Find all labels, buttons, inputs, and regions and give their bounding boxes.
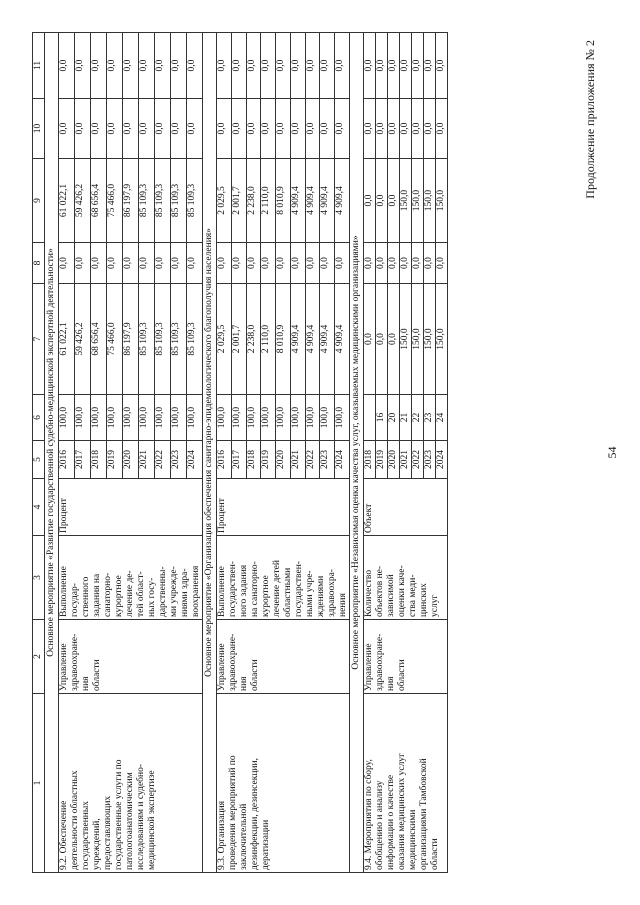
value-cell: 0,0	[231, 99, 246, 159]
column-number: 3	[33, 536, 45, 620]
year-cell: 2016	[59, 441, 75, 479]
year-cell: 2019	[261, 441, 276, 479]
value-cell: 100,0	[155, 395, 171, 441]
value-cell: 100,0	[91, 395, 107, 441]
value-cell: 100,0	[335, 395, 350, 441]
value-cell: 0,0	[335, 99, 350, 159]
column-number: 1	[33, 694, 45, 873]
value-cell: 59 426,2	[75, 284, 91, 395]
value-cell: 0,0	[290, 33, 305, 99]
column-number: 11	[33, 33, 45, 99]
value-cell: 100,0	[123, 395, 139, 441]
year-cell: 2021	[139, 441, 155, 479]
year-cell: 2019	[107, 441, 123, 479]
column-number: 7	[33, 284, 45, 395]
value-cell: 4 909,4	[320, 284, 335, 395]
indicator-cell: Количество объектов не- зависимой оценки каче- ства меди- цинских услуг	[364, 536, 448, 620]
value-cell: 4 909,4	[305, 159, 320, 243]
value-cell: 0,0	[171, 243, 187, 284]
section-title-row	[45, 33, 59, 873]
value-cell: 0,0	[139, 33, 155, 99]
value-cell: 0,0	[171, 33, 187, 99]
value-cell: 22	[412, 395, 424, 441]
value-cell: 0,0	[75, 33, 91, 99]
value-cell: 0,0	[320, 243, 335, 284]
indicator-cell: Выполнение государ- ственного задания на санаторно- курортное лечение де- тей област- ных госу- дарственны- ми учрежде- ниями здра- воохранения	[59, 536, 203, 620]
value-cell	[364, 395, 376, 441]
value-cell: 100,0	[217, 395, 232, 441]
value-cell: 2 238,0	[246, 159, 261, 243]
value-cell: 0,0	[436, 99, 448, 159]
value-cell: 100,0	[246, 395, 261, 441]
value-cell: 100,0	[171, 395, 187, 441]
value-cell: 0,0	[107, 243, 123, 284]
unit-cell: Процент	[59, 479, 203, 536]
section-title: Основное мероприятие «Независимая оценка качества услуг, оказываемых медицинскими организациями»	[350, 33, 364, 873]
value-cell: 0,0	[171, 99, 187, 159]
value-cell: 0,0	[123, 99, 139, 159]
value-cell: 0,0	[436, 243, 448, 284]
value-cell: 0,0	[424, 243, 436, 284]
value-cell: 0,0	[376, 99, 388, 159]
year-cell: 2017	[75, 441, 91, 479]
value-cell: 85 109,3	[171, 159, 187, 243]
column-number-row	[33, 33, 45, 873]
year-cell: 2020	[276, 441, 291, 479]
value-cell: 0,0	[107, 99, 123, 159]
value-cell: 0,0	[412, 33, 424, 99]
value-cell: 0,0	[91, 33, 107, 99]
value-cell: 75 466,0	[107, 159, 123, 243]
value-cell: 0,0	[139, 99, 155, 159]
value-cell: 0,0	[376, 159, 388, 243]
value-cell: 0,0	[364, 99, 376, 159]
section-title-row	[203, 33, 217, 873]
value-cell: 0,0	[388, 159, 400, 243]
year-cell: 2016	[217, 441, 232, 479]
value-cell: 150,0	[400, 284, 412, 395]
value-cell: 0,0	[246, 243, 261, 284]
value-cell: 0,0	[187, 99, 203, 159]
section-title: Основное мероприятие «Организация обеспечения санитарно-эпидемиологического благополучия населения»	[203, 33, 217, 873]
value-cell: 0,0	[261, 33, 276, 99]
value-cell: 2 110,0	[261, 284, 276, 395]
value-cell: 0,0	[59, 99, 75, 159]
year-cell: 2023	[320, 441, 335, 479]
value-cell: 0,0	[412, 243, 424, 284]
value-cell: 150,0	[436, 284, 448, 395]
value-cell: 0,0	[246, 33, 261, 99]
value-cell: 0,0	[75, 99, 91, 159]
value-cell: 100,0	[276, 395, 291, 441]
value-cell: 0,0	[388, 284, 400, 395]
value-cell: 0,0	[75, 243, 91, 284]
value-cell: 0,0	[155, 33, 171, 99]
value-cell: 85 109,3	[187, 159, 203, 243]
value-cell: 100,0	[261, 395, 276, 441]
value-cell: 85 109,3	[139, 284, 155, 395]
value-cell: 100,0	[107, 395, 123, 441]
unit-cell: Процент	[217, 479, 350, 536]
value-cell: 0,0	[376, 243, 388, 284]
value-cell: 100,0	[305, 395, 320, 441]
value-cell: 0,0	[123, 33, 139, 99]
value-cell: 85 109,3	[155, 159, 171, 243]
value-cell: 0,0	[107, 33, 123, 99]
value-cell: 0,0	[364, 33, 376, 99]
value-cell: 0,0	[376, 284, 388, 395]
value-cell: 0,0	[436, 33, 448, 99]
value-cell: 0,0	[400, 33, 412, 99]
value-cell: 0,0	[187, 33, 203, 99]
value-cell: 86 197,9	[123, 159, 139, 243]
value-cell: 68 656,4	[91, 159, 107, 243]
year-cell: 2024	[335, 441, 350, 479]
value-cell: 150,0	[424, 159, 436, 243]
unit-cell: Объект	[364, 479, 448, 536]
value-cell: 85 109,3	[171, 284, 187, 395]
value-cell: 0,0	[305, 243, 320, 284]
value-cell: 0,0	[91, 243, 107, 284]
value-cell: 0,0	[388, 33, 400, 99]
value-cell: 4 909,4	[335, 284, 350, 395]
value-cell: 150,0	[412, 159, 424, 243]
value-cell: 0,0	[424, 33, 436, 99]
value-cell: 8 010,9	[276, 159, 291, 243]
value-cell: 16	[376, 395, 388, 441]
value-cell: 85 109,3	[155, 284, 171, 395]
continuation-heading: Продолжение приложения № 2	[583, 40, 597, 199]
value-cell: 0,0	[376, 33, 388, 99]
value-cell: 0,0	[217, 99, 232, 159]
column-number: 2	[33, 620, 45, 694]
value-cell: 100,0	[290, 395, 305, 441]
value-cell: 150,0	[436, 159, 448, 243]
value-cell: 150,0	[412, 284, 424, 395]
value-cell: 85 109,3	[139, 159, 155, 243]
value-cell: 0,0	[335, 33, 350, 99]
value-cell: 0,0	[290, 99, 305, 159]
column-number: 8	[33, 243, 45, 284]
column-number: 9	[33, 159, 45, 243]
value-cell: 0,0	[335, 243, 350, 284]
table-row	[59, 33, 75, 873]
value-cell: 0,0	[217, 33, 232, 99]
value-cell: 0,0	[305, 33, 320, 99]
value-cell: 4 909,4	[305, 284, 320, 395]
value-cell: 100,0	[187, 395, 203, 441]
measure-cell: 9.3. Организация проведения мероприятий по заключительной дезинфекции, дезинсекции, дератизации	[217, 694, 350, 873]
year-cell: 2018	[246, 441, 261, 479]
value-cell: 0,0	[59, 33, 75, 99]
value-cell: 61 022,1	[59, 284, 75, 395]
value-cell: 0,0	[231, 243, 246, 284]
value-cell: 100,0	[59, 395, 75, 441]
year-cell: 2020	[123, 441, 139, 479]
value-cell: 2 110,0	[261, 159, 276, 243]
executor-cell: Управление здравоохране- ния области	[364, 620, 448, 694]
year-cell: 2021	[400, 441, 412, 479]
value-cell: 86 197,9	[123, 284, 139, 395]
value-cell: 150,0	[400, 159, 412, 243]
value-cell: 0,0	[290, 243, 305, 284]
section-title-row	[350, 33, 364, 873]
value-cell: 0,0	[320, 33, 335, 99]
value-cell: 0,0	[91, 99, 107, 159]
year-cell: 2024	[436, 441, 448, 479]
year-cell: 2021	[290, 441, 305, 479]
value-cell: 0,0	[424, 99, 436, 159]
table-row	[364, 33, 376, 873]
value-cell: 100,0	[231, 395, 246, 441]
year-cell: 2022	[305, 441, 320, 479]
year-cell: 2023	[424, 441, 436, 479]
value-cell: 0,0	[261, 99, 276, 159]
value-cell: 0,0	[155, 99, 171, 159]
year-cell: 2023	[171, 441, 187, 479]
value-cell: 4 909,4	[290, 159, 305, 243]
value-cell: 0,0	[246, 99, 261, 159]
measure-cell: 9.4. Мероприятия по сбору, обобщению и анализу информации о качестве оказания медицинских услуг медицинскими организациями Тамбовской области	[364, 694, 448, 873]
value-cell: 0,0	[139, 243, 155, 284]
value-cell: 2 029,5	[217, 159, 232, 243]
page-number: 54	[605, 446, 619, 459]
value-cell: 2 001,7	[231, 159, 246, 243]
value-cell: 0,0	[364, 243, 376, 284]
year-cell: 2024	[187, 441, 203, 479]
value-cell: 0,0	[412, 99, 424, 159]
value-cell: 0,0	[276, 99, 291, 159]
value-cell: 0,0	[276, 243, 291, 284]
value-cell: 0,0	[388, 99, 400, 159]
value-cell: 0,0	[320, 99, 335, 159]
column-number: 5	[33, 441, 45, 479]
program-table	[32, 32, 448, 873]
value-cell: 23	[424, 395, 436, 441]
value-cell: 0,0	[123, 243, 139, 284]
value-cell: 0,0	[261, 243, 276, 284]
value-cell: 0,0	[305, 99, 320, 159]
year-cell: 2017	[231, 441, 246, 479]
value-cell: 0,0	[187, 243, 203, 284]
value-cell: 100,0	[139, 395, 155, 441]
column-number: 6	[33, 395, 45, 441]
value-cell: 24	[436, 395, 448, 441]
year-cell: 2022	[155, 441, 171, 479]
year-cell: 2022	[412, 441, 424, 479]
value-cell: 59 426,2	[75, 159, 91, 243]
value-cell: 0,0	[388, 243, 400, 284]
value-cell: 0,0	[155, 243, 171, 284]
value-cell: 8 010,9	[276, 284, 291, 395]
table-row	[217, 33, 232, 873]
indicator-cell: Выполнение государствен- ного задания на санаторно- курортное лечение детей областными государствен- ными учре- ждениями здравоохра- нения	[217, 536, 350, 620]
value-cell: 150,0	[424, 284, 436, 395]
value-cell: 4 909,4	[335, 159, 350, 243]
executor-cell: Управление здравоохране- ния области	[59, 620, 203, 694]
value-cell: 85 109,3	[187, 284, 203, 395]
value-cell: 2 238,0	[246, 284, 261, 395]
executor-cell: Управление здравоохране- ния области	[217, 620, 350, 694]
year-cell: 2019	[376, 441, 388, 479]
year-cell: 2020	[388, 441, 400, 479]
value-cell: 0,0	[400, 99, 412, 159]
value-cell: 100,0	[75, 395, 91, 441]
value-cell: 0,0	[276, 33, 291, 99]
value-cell: 0,0	[364, 284, 376, 395]
column-number: 10	[33, 99, 45, 159]
section-title: Основное мероприятие «Развитие государственной судебно-медицинской экспертной деятельности»	[45, 33, 59, 873]
value-cell: 61 022,1	[59, 159, 75, 243]
value-cell: 0,0	[59, 243, 75, 284]
value-cell: 75 466,0	[107, 284, 123, 395]
value-cell: 20	[388, 395, 400, 441]
value-cell: 68 656,4	[91, 284, 107, 395]
value-cell: 2 029,5	[217, 284, 232, 395]
value-cell: 100,0	[320, 395, 335, 441]
value-cell: 0,0	[231, 33, 246, 99]
measure-cell: 9.2. Обеспечение деятельности областных государственных учреждений, предоставляющих государственные услуги по патологоанатомическим исследованиям и судебно- медицинской экспертизе	[59, 694, 203, 873]
value-cell: 0,0	[217, 243, 232, 284]
value-cell: 0,0	[400, 243, 412, 284]
value-cell: 4 909,4	[320, 159, 335, 243]
value-cell: 2 001,7	[231, 284, 246, 395]
year-cell: 2018	[91, 441, 107, 479]
column-number: 4	[33, 479, 45, 536]
year-cell: 2018	[364, 441, 376, 479]
value-cell: 4 909,4	[290, 284, 305, 395]
value-cell: 21	[400, 395, 412, 441]
value-cell: 0,0	[364, 159, 376, 243]
